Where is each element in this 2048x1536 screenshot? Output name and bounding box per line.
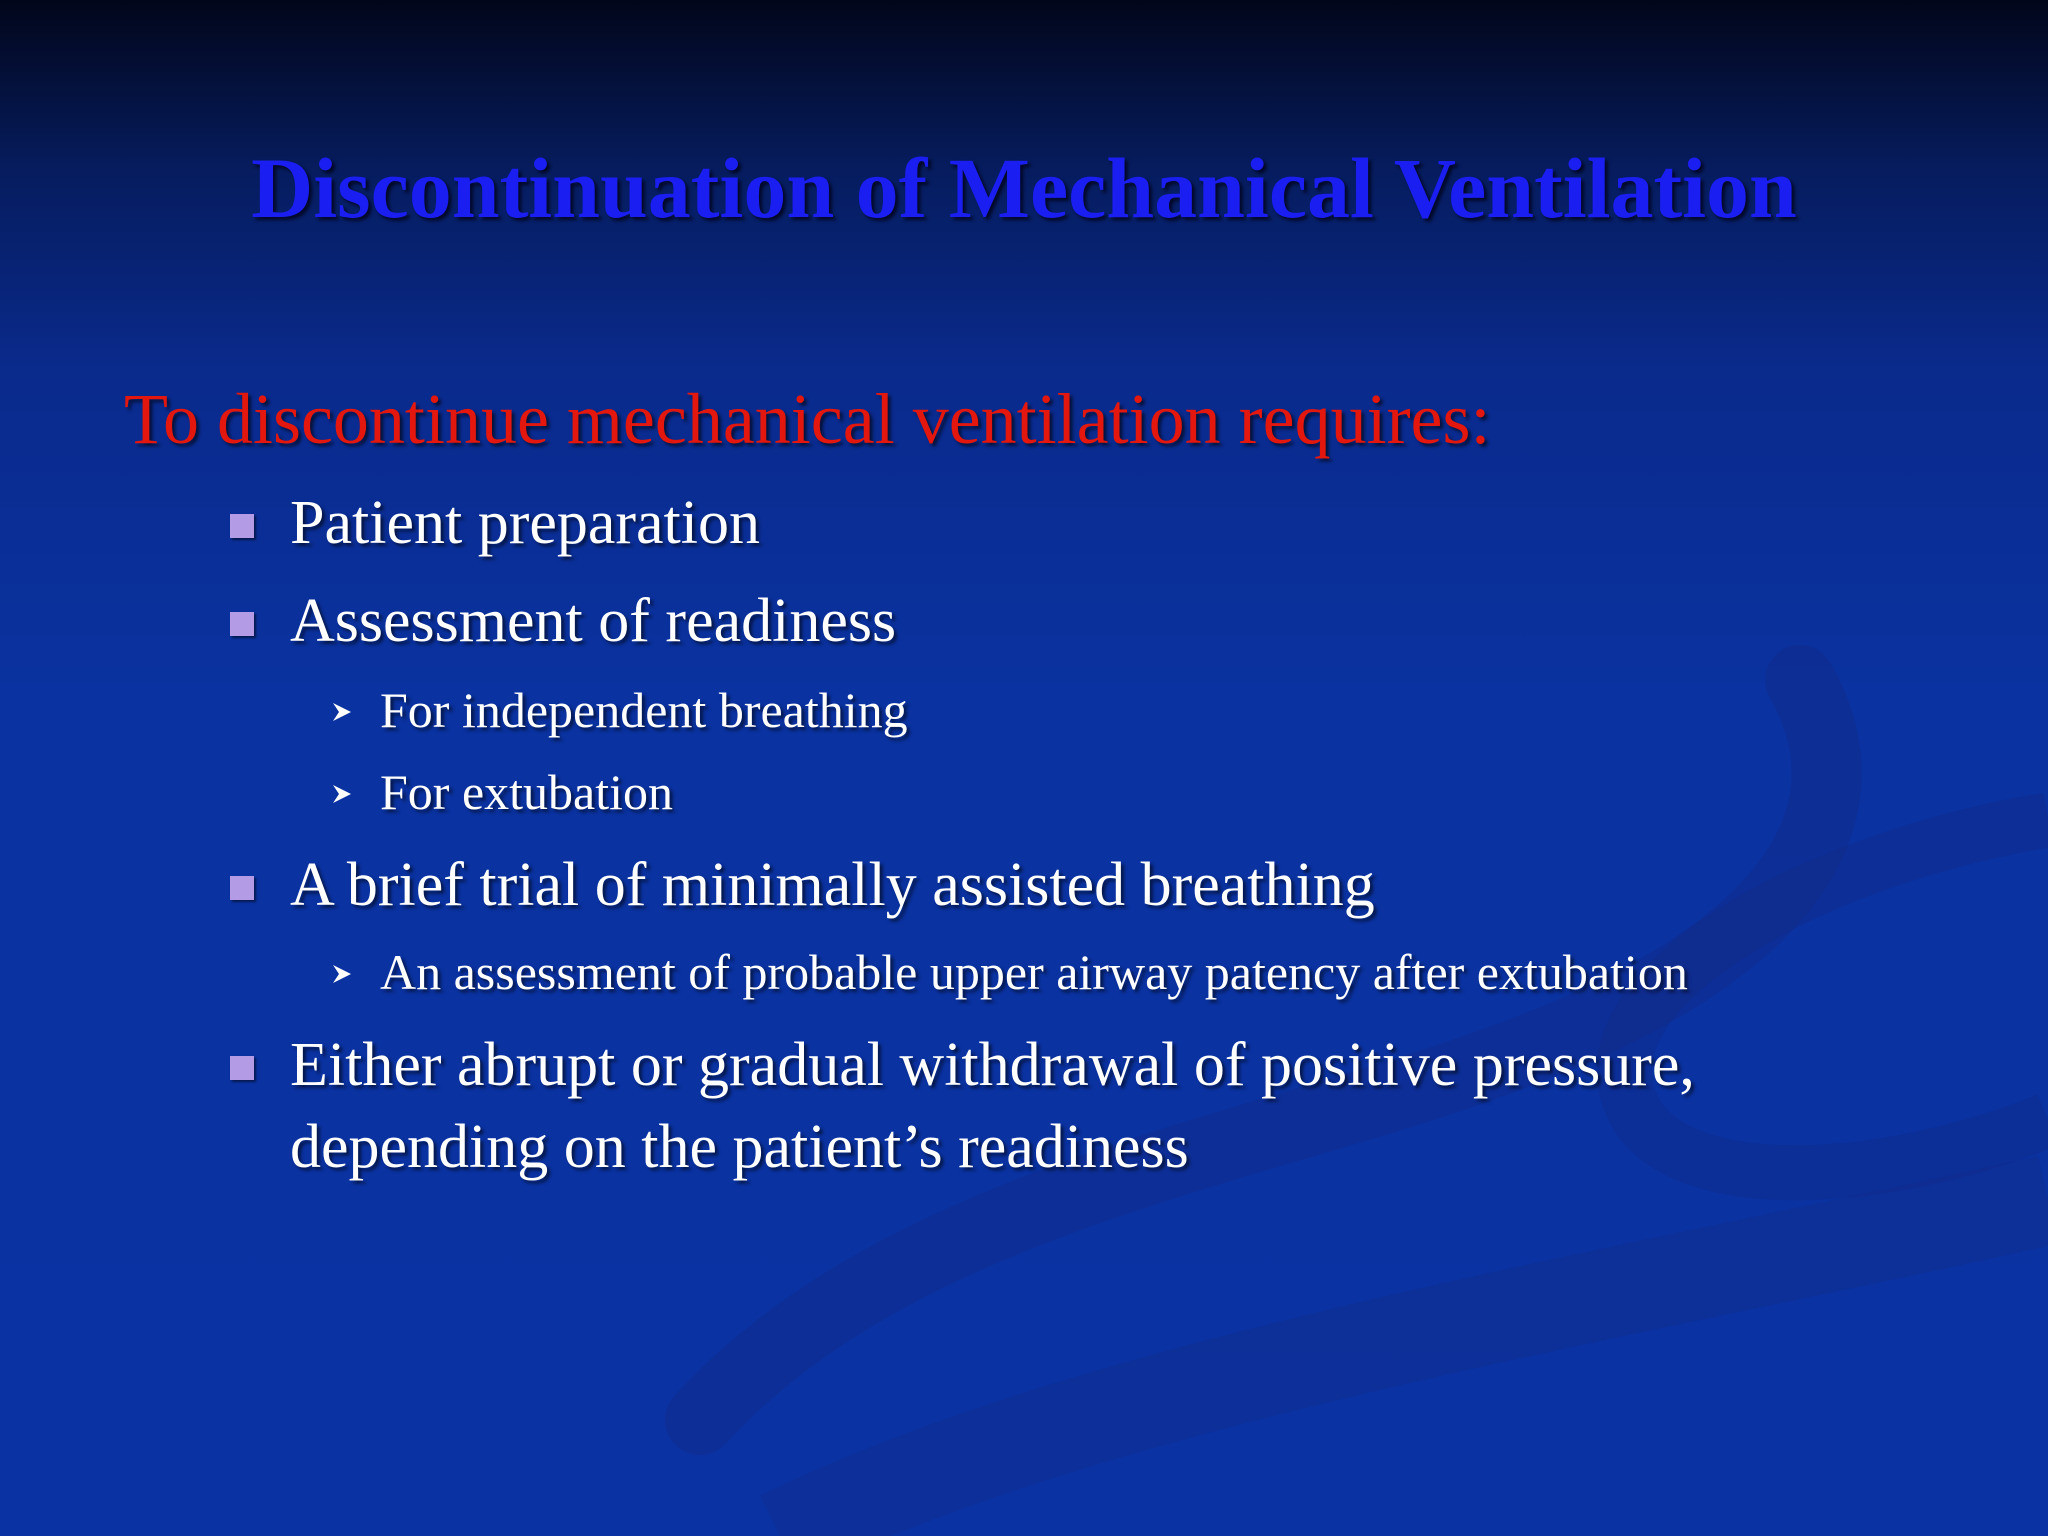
bullet-text: Assessment of readiness <box>290 587 897 655</box>
square-bullet-icon <box>230 1056 254 1080</box>
arrowhead-bullet-icon <box>330 700 354 724</box>
square-bullet-icon <box>230 514 254 538</box>
slide-title: Discontinuation of Mechanical Ventilation <box>251 140 1797 236</box>
bullet-text: A brief trial of minimally assisted breathing <box>290 851 1375 919</box>
square-bullet-icon <box>230 612 254 636</box>
bullet-text-line-1: Either abrupt or gradual withdrawal of positive pressure, <box>290 1031 1695 1099</box>
slide-lead-heading: To discontinue mechanical ventilation requires: <box>124 379 1491 459</box>
sub-bullet-text: An assessment of probable upper airway patency after extubation <box>380 944 1688 1000</box>
sub-bullet-text: For extubation <box>380 764 674 820</box>
arrowhead-bullet-icon <box>330 782 354 806</box>
bullet-text: Patient preparation <box>290 489 760 557</box>
sub-bullet-text: For independent breathing <box>380 682 908 738</box>
arrowhead-bullet-icon <box>330 962 354 986</box>
square-bullet-icon <box>230 876 254 900</box>
bullet-text-line-2: depending on the patient’s readiness <box>290 1113 1189 1181</box>
